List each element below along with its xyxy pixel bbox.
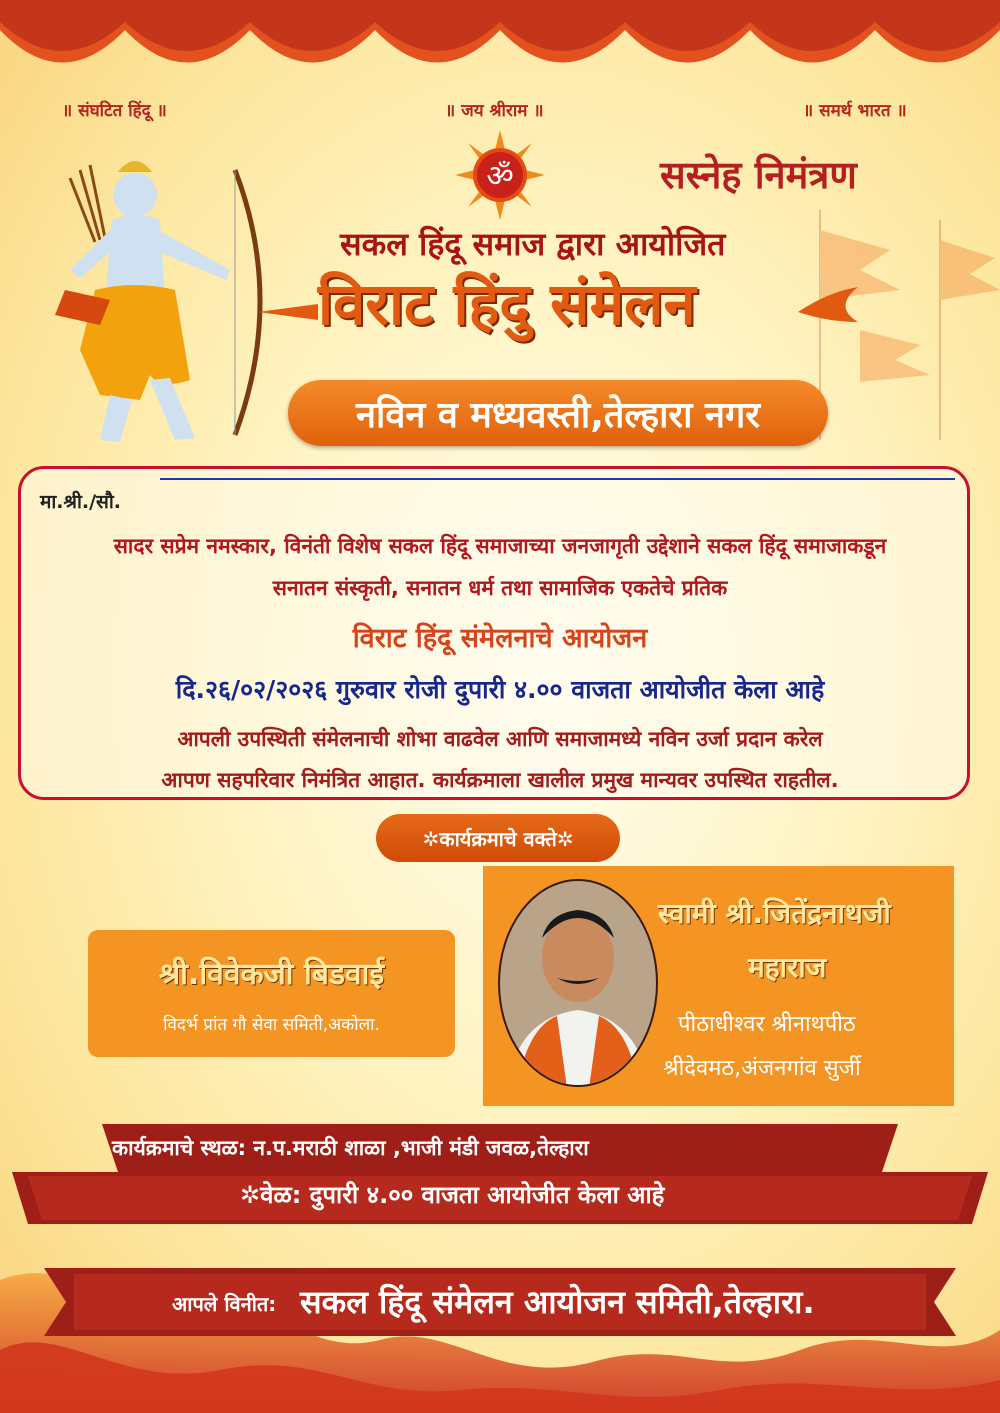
speakers-heading-banner [376, 814, 620, 862]
invitation-line-2: सनातन संस्कृती, सनातन धर्म तथा सामाजिक एकतेचे प्रतिक [272, 576, 728, 600]
time-text: ✲वेळ: दुपारी ४.०० वाजता आयोजीत केला आहे [240, 1181, 665, 1209]
invitation-line-6: आपण सहपरिवार निमंत्रित आहात. कार्यक्रमाला खालील प्रमुख मान्यवर उपस्थित राहतील. [161, 768, 839, 792]
om-emblem [455, 130, 545, 220]
slogan-left: ॥ संघटित हिंदू ॥ [62, 101, 167, 121]
greeting-title: सस्नेह निमंत्रण [660, 153, 857, 197]
invitation-line-3: विराट हिंदू संमेलनाचे आयोजन [352, 623, 648, 654]
top-drape-decoration [0, 0, 1000, 95]
speaker-2-photo [497, 878, 659, 1088]
invitation-line-1: सादर सप्रेम नमस्कार, विनंती विशेष सकल हिंदू समाजाच्या जनजागृती उद्देशाने सकल हिंदू समाजाकडून [113, 534, 887, 558]
speaker-2-title-line-1: पीठाधीश्वर श्रीनाथपीठ [678, 1012, 856, 1037]
event-title: विराट हिंदु संमेलन [318, 270, 696, 338]
speaker-card-2 [483, 866, 954, 1106]
venue-text: कार्यक्रमाचे स्थळ: न.प.मराठी शाळा ,भाजी मंडी जवळ,तेल्हारा [112, 1136, 589, 1160]
location-text: नविन व मध्यवस्ती,तेल्हारा नगर [356, 394, 760, 436]
invitation-line-5: आपली उपस्थिती संमेलनाची शोभा वाढवेल आणि समाजामध्ये नविन उर्जा प्रदान करेल [177, 727, 823, 751]
salutation-blank-line [160, 478, 955, 480]
organizer-line: सकल हिंदू समाज द्वारा आयोजित [340, 225, 726, 263]
speaker-2-title-line-2: श्रीदेवमठ,अंजनगांव सुर्जी [663, 1056, 861, 1081]
footer-prefix: आपले विनीत: [172, 1292, 277, 1316]
salutation-label: मा.श्री./सौ. [40, 491, 122, 513]
footer-committee-name: सकल हिंदू संमेलन आयोजन समिती,तेल्हारा. [300, 1283, 815, 1321]
event-date-line: दि.२६/०२/२०२६ गुरुवार रोजी दुपारी ४.०० वाजता आयोजीत केला आहे [175, 675, 825, 704]
speaker-2-name-line-1: स्वामी श्री.जितेंद्रनाथजी [658, 897, 891, 930]
speakers-heading: ✲कार्यक्रमाचे वक्ते✲ [422, 826, 574, 851]
slogan-center: ॥ जय श्रीराम ॥ [445, 101, 544, 121]
speaker-2-name-line-2: महाराज [748, 951, 827, 984]
speaker-card-1 [88, 930, 455, 1057]
event-title-block [258, 262, 858, 352]
speaker-1-name: श्री.विवेकजी बिडवाई [158, 957, 385, 992]
speaker-1-title: विदर्भ प्रांत गौ सेवा समिती,अकोला. [163, 1015, 380, 1035]
svg-text:ॐ: ॐ [486, 159, 514, 194]
slogan-right: ॥ समर्थ भारत ॥ [803, 101, 907, 121]
location-banner [288, 380, 828, 446]
lord-ram-illustration [40, 150, 270, 460]
